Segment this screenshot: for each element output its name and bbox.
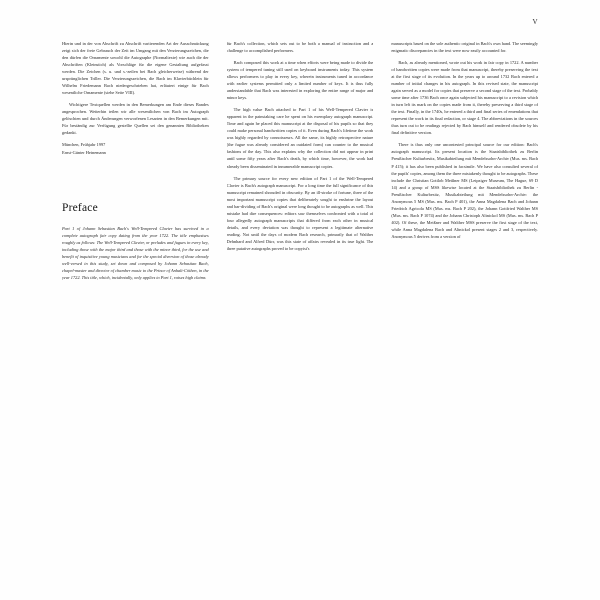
paragraph: Wichtigere Textquellen werden in den Bemerkungen am Ende dieses Bandes angesprochen. Weiterhin teilen wir alle wesentlichen von Bach im Autograph gelöschten und durch Änderungen verworfenen Lesarten in den Bemerkungen mit. Für beständig zur Verfügung gestellte Quellen sei den genannten Bibliotheken gedankt. [62,102,209,136]
paragraph: Bach composed this work at a time when efforts were being made to divide the system of tempered tuning still used on keyboard instruments today. This system allows performers to play in every key, wherein instruments tuned in accordance with earlier systems permitted only a limited number of keys. It is thus fully understandable that Bach was interested in exploring the entire range of major and minor keys. [226,60,374,101]
paragraph: für Bach's collection, which sets out to be both a manual of instruction and a challenge to accomplished performers. [226,41,374,54]
column-two [227,40,374,576]
paragraph: There is thus only one uncontested principal source for our edition: Bach's autograph manuscript. Its present location is the Staatsbibliothek zu Berlin Preußischer Kulturbesitz, Musikabteilung mit Mendelssohn-Archiv (Mus. ms. Bach P 415); it has also been published in facsimile. We have also consulted several of the pupils' copies, among them the three mistakenly thought to be autographs. These include the Christian Gottlob Meißner MS (Leipziger Museum, The Hague, 69 D 14) and a group of MSS likewise located at the Staatsbibliothek zu Berlin - Preußischer Kulturbesitz, Musikabteilung mit Mendelssohn-Archiv: the Anonymous 5 MS (Mus. ms. Bach P 401), the Anna Magdalena Bach and Johann Friedrich Agricola MS (Mus. ms. Bach P 202), the Johann Gottfried Walther MS (Mus. ms. Bach P 1074) and the Johann Christoph Altnickol MS (Mus. ms. Bach P 402). Of these, the Meißner and Walther MSS preserve the first stage of the text, while Anna Magdalena Bach and Altnickol present stages 2 and 3, respectively. Anonymous 5 derives from a version of [391,142,539,239]
column-three [391,40,538,576]
signature-name: Ernst-Günter Heinemann [62,150,106,156]
paragraph: Bach, as already mentioned, wrote out his work in fair copy in 1722. A number of handwritten copies were made from that manuscript, thereby preserving the text at the first stage of its evolution. In the years up to around 1732 Bach entered a number of initial changes in his autograph. In this revised state, the manuscript again served as a model for copies that preserve a second stage of the text. Probably some time after 1736 Bach once again subjected his manuscript to a revision which in turn left its mark on the copies made from it, thereby preserving a third stage of the text. Finally, in the 1740s, he entered a third and final series of emendations that represent the work in its final redaction, or stage 4. The abbreviations in the sources thus turn out to be readings rejected by Bach himself and rendered obsolete by his final definitive version. [391,60,539,136]
column-one [62,40,209,576]
paragraph-preface-opening: Part 1 of Johann Sebastian Bach's Well-Tempered Clavier has survived in a complete autograph fair copy dating from the year 1722. The title emphasises roughly as follows: The Well-Tempered Clavier, or preludes and fugues in every key, including those with the major third and those with the minor third, for the use and benefit of inquisitive young musicians and for the special diversion of those already well-versed in this study, set down and composed by Johann Sebastian Bach, chapel-master and director of chamber music to the Prince of Anhalt-Cöthen, in the year 1722. This title, which, incidentally, only applies to Part 1, raises high claims [62,226,209,281]
paragraph: Hierin und in der von Abschrift zu Abschrift variierenden Art der Ausschmückung zeigt sich der freie Gebrauch der Zeit im Umgang mit den Verzierungszeichen, die den dürfen die Ornamente sowohl die Autographe (Normaltexte) wie auch die der Abschriften (Kleinstich) als Vorschläge für die eigene Gestaltung aufgefasst werden. Die Zeichen (s. u. und s.-zeilen bei Bach gleicherweise) während der ursprünglichen Triller. Die Verzierungszeichen, die Bach im Klavierbüchlein für Wilhelm Friedemann Bach niedergeschrieben hat, erläutert einige für Bach wesentliche Ornamente (siehe Seite VIII). [62,41,209,96]
paragraph: The high value Bach attached to Part 1 of his Well-Tempered Clavier is apparent in the painstaking care he spent on his exemplary autograph manuscript. Time and again he placed this manuscript at the disposal of his pupils so that they could make personal handwritten copies of it. Even during Bach's lifetime the work was highly regarded by connoisseurs. All the same, its highly retrospective nature (the fugue was already considered an outdated form) can counter to the musical fashions of the day. This also explains why the collection did not appear in print until some fifty years after Bach's death, by which time, however, the work had already been disseminated in innumerable manuscript copies. [226,107,374,169]
page-number: V [532,18,538,26]
paragraph: The primary source for every new edition of Part 1 of the Well-Tempered Clavier is Bach's autograph manuscript. For a long time the full significance of this manuscript remained shrouded in obscurity. By an ill-stroke of fortune, three of the most important manuscript copies that deliberately sought to enshrine the layout and bar-dividing of Bach's original were long thought to be autographs as well. This mistake had dire consequences: editors saw themselves confronted with a total of four allegedly autograph manuscripts that differed from each other in musical details, and every deviation was thought to represent a legitimate alternative reading. Not until the days of modern Bach research, primarily that of Walther Dehnhard and Alfred Dürr, was this state of affairs revealed in its true light. The three putative autographs proved to be copyist's [226,175,374,251]
signature-place-date: München, Frühjahr 1997 [62,142,106,148]
text-columns [62,40,538,576]
paragraph: manuscripts based on the sole authentic original in Bach's own hand. The seemingly enigmatic discrepancies in the text were now easily accounted for. [391,41,539,54]
section-heading-preface: Preface [62,202,98,215]
